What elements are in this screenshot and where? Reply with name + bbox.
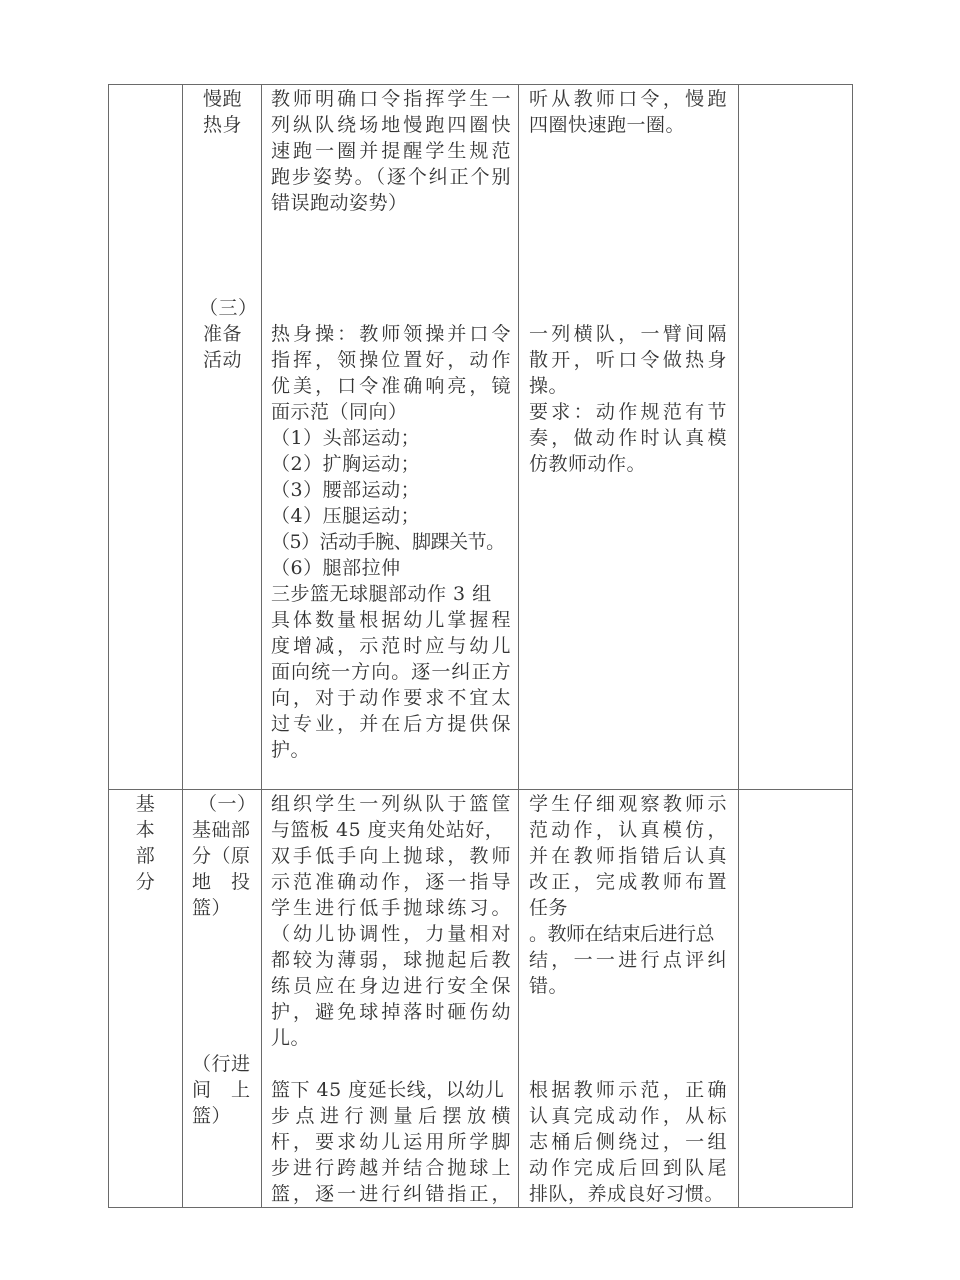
list-item: （4）压腿运动；: [271, 505, 421, 527]
text-line: 错误跑动姿势）: [271, 192, 408, 214]
text-line: 组织学生一列纵队于篮筐: [271, 793, 511, 815]
teacher-activity-preparation: [271, 321, 511, 763]
text-line: 散开，听口令做热身: [529, 349, 727, 371]
text-line: 优美，口令准确响亮，镜: [271, 375, 511, 397]
text-line: 向，对于动作要求不宜太: [271, 687, 511, 709]
section-label-basic: [109, 791, 182, 895]
lesson-plan-table: [108, 84, 853, 1208]
text-line: 护，避免球掉落时砸伤幼: [271, 1001, 511, 1023]
phase-label-line: 篮）: [192, 1105, 232, 1127]
list-item: （3）腰部运动；: [271, 479, 421, 501]
text-line: 列纵队绕场地慢跑四圈快: [271, 114, 511, 136]
text-line: 过专业，并在后方提供保: [271, 713, 511, 735]
text-line: 排队，养成良好习惯。: [529, 1183, 725, 1205]
text-line: 篮，逐一进行纠错指正，: [271, 1183, 511, 1205]
text-line: 志桶后侧绕过，一组: [529, 1131, 727, 1153]
text-line: 。教师在结束后进行总: [529, 923, 715, 945]
text-line: 仿教师动作。: [529, 453, 647, 475]
text-line: 根据教师示范，正确: [529, 1079, 727, 1101]
column-divider: [738, 85, 739, 1207]
student-activity-jog-warmup: [529, 86, 727, 138]
text-line: 四圈快速跑一圈。: [529, 114, 686, 136]
text-line: 热身操：教师领操并口令: [271, 323, 511, 345]
teacher-activity-jog-warmup: [271, 86, 511, 216]
text-line: 杆，要求幼儿运用所学脚: [271, 1131, 511, 1153]
phase-label-preparation: [199, 295, 259, 373]
text-line: 学生进行低手抛球练习。: [271, 897, 511, 919]
text-line: 面向统一方向。逐一纠正方: [271, 661, 511, 683]
list-item: （5）活动手腕、脚踝关节。: [271, 531, 505, 553]
text-line: 篮下 45 度延长线，以幼儿: [271, 1079, 505, 1101]
teacher-activity-layup: [271, 1077, 511, 1207]
phase-label-line: 准备: [203, 323, 243, 345]
text-line: 奏，做动作时认真模: [529, 427, 727, 449]
text-line: 具体数量根据幼儿掌握程: [271, 609, 511, 631]
text-line: 听从教师口令，慢跑: [529, 88, 727, 110]
text-line: 儿。: [271, 1027, 311, 1049]
text-line: 错。: [529, 975, 569, 997]
text-line: 指挥，领操位置好，动作: [271, 349, 511, 371]
text-line: 范动作，认真模仿，: [529, 819, 727, 841]
text-line: 动作完成后回到队尾: [529, 1157, 727, 1179]
text-line: 改正，完成教师布置: [529, 871, 727, 893]
text-line: 度增减，示范时应与幼儿: [271, 635, 511, 657]
text-line: 结，一一进行点评纠: [529, 949, 727, 971]
phase-label-line: （三）: [199, 297, 258, 319]
text-line: 步进行跨越并结合抛球上: [271, 1157, 511, 1179]
text-line: 速跑一圈并提醒学生规范: [271, 140, 511, 162]
text-line: 面示范（同向）: [271, 401, 408, 423]
list-item: （2）扩胸运动；: [271, 453, 421, 475]
text-line: 操。: [529, 375, 569, 397]
text-line: 都较为薄弱，球抛起后教: [271, 949, 511, 971]
phase-label-line: （一）: [198, 793, 257, 815]
phase-label-line: 活动: [203, 349, 243, 371]
phase-label-basic-shooting: [192, 791, 256, 921]
section-label-char: 部: [135, 845, 156, 867]
phase-label-jog-warmup: [203, 86, 261, 138]
list-item: （6）腿部拉伸: [271, 557, 401, 579]
text-line: 练员应在身边进行安全保: [271, 975, 511, 997]
notes-column: [741, 85, 851, 1205]
section-label-char: 分: [135, 871, 156, 893]
text-line: 与篮板 45 度夹角处站好，: [271, 819, 505, 841]
text-line: 示范准确动作，逐一指导: [271, 871, 511, 893]
column-divider: [182, 85, 183, 1207]
list-item: （1）头部运动；: [271, 427, 421, 449]
text-line: 护。: [271, 739, 311, 761]
phase-label-layup-on-the-move: [192, 1051, 256, 1129]
phase-label-line: 篮）: [192, 897, 232, 919]
column-divider: [261, 85, 262, 1207]
student-activity-preparation: [529, 321, 727, 477]
phase-label-line: 分（原: [192, 845, 251, 867]
text-line: 并在教师指错后认真: [529, 845, 727, 867]
text-line: 跑步姿势。（逐个纠正个别: [271, 166, 511, 188]
student-activity-layup: [529, 1077, 727, 1207]
text-line: 一列横队，一臂间隔: [529, 323, 727, 345]
text-line: 认真完成动作，从标: [529, 1105, 727, 1127]
phase-label-line: 地 投: [192, 871, 251, 893]
text-line: 步点进行测量后摆放横: [271, 1105, 511, 1127]
column-divider: [518, 85, 519, 1207]
section-label-char: 基: [135, 793, 156, 815]
text-line: 任务: [529, 897, 569, 919]
section-label-char: 本: [135, 819, 156, 841]
text-line: 双手低手向上抛球，教师: [271, 845, 511, 867]
text-line: 要求：动作规范有节: [529, 401, 727, 423]
student-activity-basic-shooting: [529, 791, 727, 999]
phase-label-line: 间 上: [192, 1079, 251, 1101]
teacher-activity-basic-shooting: [271, 791, 511, 1051]
phase-label-line: 热身: [203, 114, 243, 136]
phase-label-line: 慢跑: [203, 88, 243, 110]
phase-label-line: （行进: [192, 1053, 251, 1075]
phase-label-line: 基础部: [192, 819, 251, 841]
text-line: 学生仔细观察教师示: [529, 793, 727, 815]
text-line: 教师明确口令指挥学生一: [271, 88, 511, 110]
text-line: （幼儿协调性，力量相对: [271, 923, 511, 945]
text-line: 三步篮无球腿部动作 3 组: [271, 583, 492, 605]
